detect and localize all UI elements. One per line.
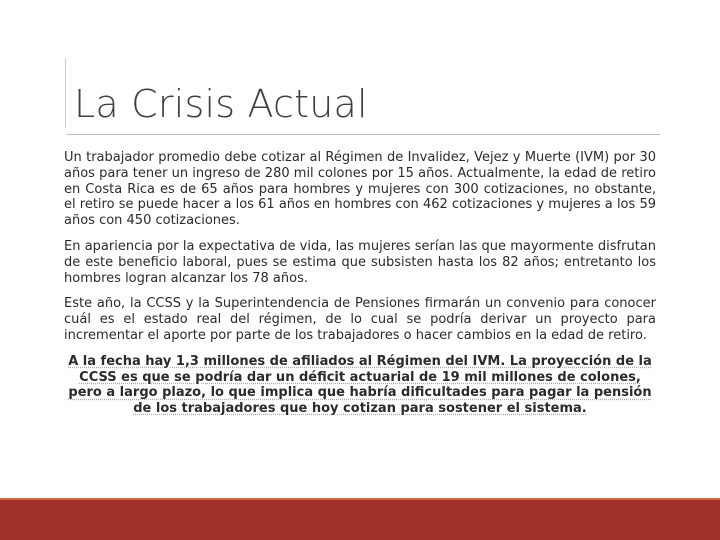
- paragraph-contribution-requirements: Un trabajador promedio debe cotizar al Régimen de Invalidez, Vejez y Muerte (IVM) por 30 años para tener un ingreso de 280 mil colones por 15 años. Actualmente, la edad de retiro en Costa Rica es de 65 años para hombres y mujeres con 300 cotizaciones, no obstante, el retiro se puede hacer a los 61 años en hombres con 462 cotizaciones y mujeres a los 59 años con 450 cotizaciones.: [64, 150, 656, 229]
- footer-bar: [0, 500, 720, 540]
- paragraph-ccss-agreement: Este año, la CCSS y la Superintendencia de Pensiones firmarán un convenio para conocer cuál es el estado real del régimen, de lo cual se podría derivar un proyecto para incrementar el aporte por parte de los trabajadores o hacer cambios en la edad de retiro.: [64, 296, 656, 343]
- slide-body: [64, 150, 656, 427]
- title-accent-line: [65, 58, 66, 128]
- paragraph-life-expectancy: En apariencia por la expectativa de vida, las mujeres serían las que mayormente disfrutan de este beneficio laboral, pues se estima que subsisten hasta los 82 años; entretanto los hombres logran alcanzar los 78 años.: [64, 238, 656, 286]
- slide-title: La Crisis Actual: [74, 82, 368, 126]
- paragraph-deficit-projection: A la fecha hay 1,3 millones de afiliados al Régimen del IVM. La proyección de la CCSS es que se podría dar un déficit actuarial de 19 mil millones de colones, pero a largo plazo, lo que implica que habría dificultades para pagar la pensión de los trabajadores que hoy cotizan para sostener el sistema.: [68, 353, 652, 417]
- title-divider: [66, 134, 660, 135]
